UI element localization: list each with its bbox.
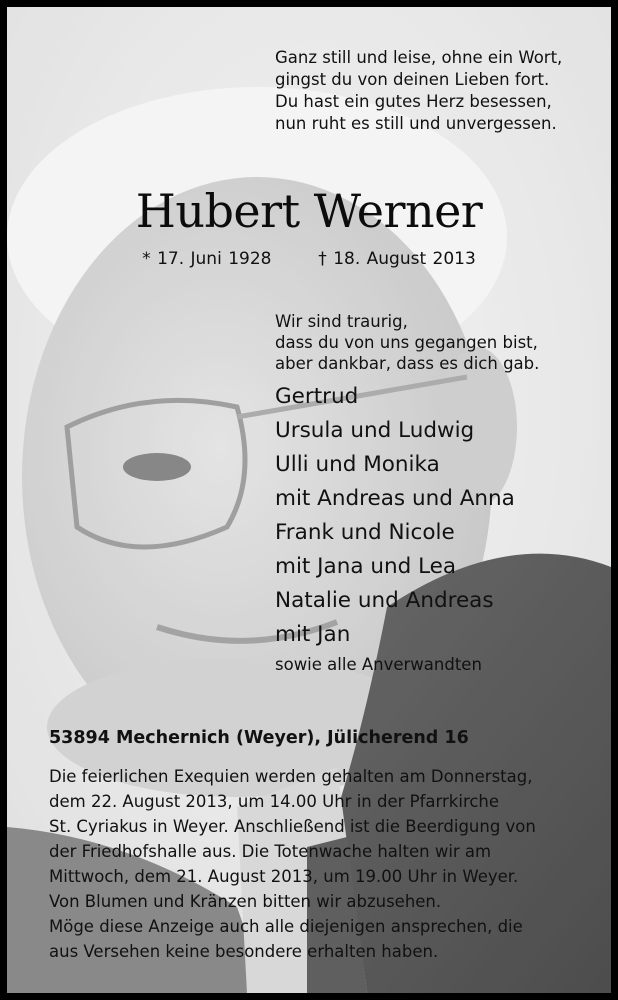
notice-line: Die feierlichen Exequien werden gehalten am Donnerstag, xyxy=(49,767,533,786)
mourners-intro xyxy=(275,311,605,374)
mourner-name: Natalie und Andreas xyxy=(275,588,494,613)
mourner-name: mit Jan xyxy=(275,622,351,647)
poem-line: Du hast ein gutes Herz besessen, xyxy=(275,92,552,111)
mourner-name: Gertrud xyxy=(275,384,359,409)
mourner-name: mit Jana und Lea xyxy=(275,554,457,579)
memorial-poem xyxy=(275,47,605,135)
notice-line: Möge diese Anzeige auch alle diejenigen ansprechen, die xyxy=(49,917,523,936)
notice-line: Mittwoch, dem 21. August 2013, um 19.00 Uhr in Weyer. xyxy=(49,867,519,886)
notice-line: dem 22. August 2013, um 14.00 Uhr in der Pfarrkirche xyxy=(49,792,500,811)
poem-line: Ganz still und leise, ohne ein Wort, xyxy=(275,48,563,67)
family-address: 53894 Mechernich (Weyer), Jülicherend 16 xyxy=(49,728,469,748)
mourner-name: Ursula und Ludwig xyxy=(275,418,475,443)
notice-line: St. Cyriakus in Weyer. Anschließend ist die Beerdigung von xyxy=(49,817,536,836)
life-dates xyxy=(7,247,611,271)
mourner-name: Frank und Nicole xyxy=(275,520,455,545)
notice-line: der Friedhofshalle aus. Die Totenwache halten wir am xyxy=(49,842,492,861)
poem-line: nun ruht es still und unvergessen. xyxy=(275,114,557,133)
notice-line: Von Blumen und Kränzen bitten wir abzusehen. xyxy=(49,892,442,911)
notice-line: aus Versehen keine besondere erhalten haben. xyxy=(49,942,439,961)
intro-line: aber dankbar, dass es dich gab. xyxy=(275,354,540,373)
intro-line: Wir sind traurig, xyxy=(275,312,408,331)
mourners-block xyxy=(275,311,605,676)
funeral-notice xyxy=(49,764,611,964)
death-cross-icon: † xyxy=(318,249,327,269)
death-date: 18. August 2013 xyxy=(333,249,476,269)
deceased-name: Hubert Werner xyxy=(135,184,483,238)
mourners-closing: sowie alle Anverwandten xyxy=(275,655,482,674)
birth-date: 17. Juni 1928 xyxy=(157,249,272,269)
mourner-name: Ulli und Monika xyxy=(275,452,440,477)
birth-symbol: * xyxy=(142,249,151,269)
poem-line: gingst du von deinen Lieben fort. xyxy=(275,70,550,89)
intro-line: dass du von uns gegangen bist, xyxy=(275,333,538,352)
mourner-name: mit Andreas und Anna xyxy=(275,486,515,511)
mourner-names xyxy=(275,380,605,652)
